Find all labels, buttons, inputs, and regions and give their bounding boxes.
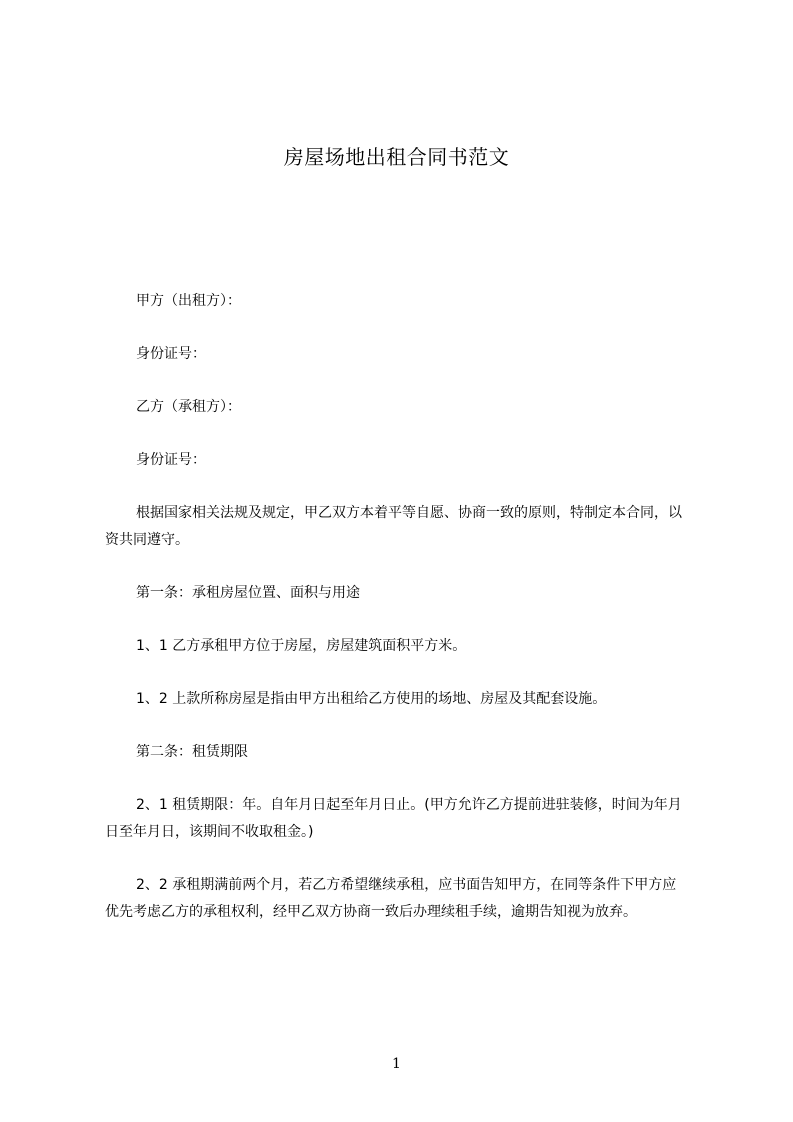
- party-a-label: 甲方（出租方）：: [136, 293, 241, 309]
- clause-1-1: 1、1 乙方承租甲方位于房屋，房屋建筑面积平方米。: [136, 638, 467, 654]
- article-2-heading: 第二条：租赁期限: [136, 744, 248, 760]
- clause-2-1: 2、1 租赁期限：年。自年月日起至年月日止。(甲方允许乙方提前进驻装修，时间为年月日至年月日，该期间不收取租金。): [105, 797, 682, 840]
- party-a-id-label: 身份证号：: [136, 346, 206, 362]
- page-title: 房屋场地出租合同书范文: [283, 145, 510, 169]
- page-number: 1: [392, 1056, 401, 1072]
- article-1-heading: 第一条：承租房屋位置、面积与用途: [136, 585, 360, 601]
- party-b-label: 乙方（承租方）：: [136, 399, 241, 415]
- party-b-id-label: 身份证号：: [136, 452, 206, 468]
- clause-2-2: 2、2 承租期满前两个月，若乙方希望继续承租，应书面告知甲方，在同等条件下甲方应优先考虑乙方的承租权利，经甲乙双方协商一致后办理续租手续，逾期告知视为放弃。: [105, 877, 677, 920]
- clause-1-2: 1、2 上款所称房屋是指由甲方出租给乙方使用的场地、房屋及其配套设施。: [136, 691, 607, 707]
- preamble-paragraph: 根据国家相关法规及规定，甲乙双方本着平等自愿、协商一致的原则，特制定本合同，以资共同遵守。: [105, 505, 682, 548]
